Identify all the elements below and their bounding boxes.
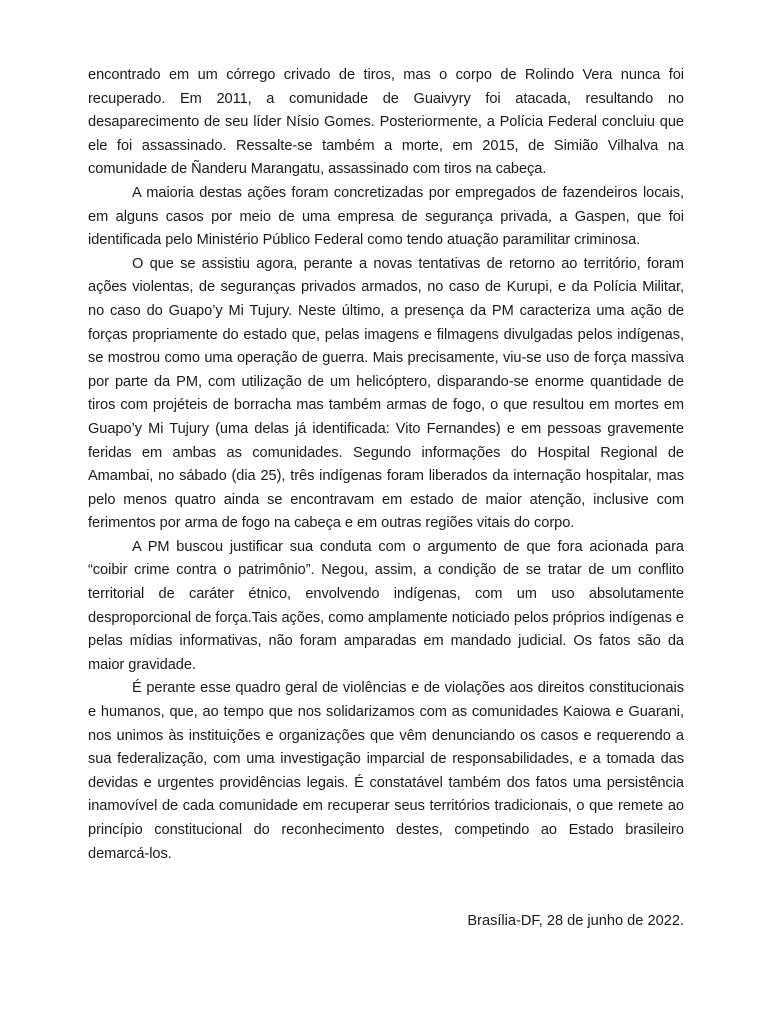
place-and-date: Brasília-DF, 28 de junho de 2022. bbox=[467, 913, 684, 929]
paragraph-continuation: encontrado em um córrego crivado de tiros, mas o corpo de Rolindo Vera nunca foi recuperado. Em 2011, a comunidade de Guaivyry foi atacada, resultando no desaparecimento de seu líder Nísio Gomes. Posteriormente, a Polícia Federal concluiu que ele foi assassinado. Ressalte-se também a morte, em 2015, de Simião Vilhalva na comunidade de Ñanderu Marangatu, assassinado com tiros na cabeça. bbox=[88, 67, 684, 178]
paragraph-pm-justification: A PM buscou justificar sua conduta com o argumento de que fora acionada para “coibir crime contra o patrimônio”. Negou, assim, a condição de se tratar de um conflito territorial de caráter étnico, envolvendo indígenas, com um uso absolutamente desproporcional de força.Tais ações, como amplamente noticiado pelos próprios indígenas e pelas mídias informativas, não foram amparadas em mandado judicial. Os fatos são da maior gravidade. bbox=[88, 538, 684, 673]
document-body bbox=[88, 64, 684, 866]
paragraph-recent-violence: O que se assistiu agora, perante a novas tentativas de retorno ao território, foram ações violentas, de seguranças privados armados, no caso de Kurupi, e da Polícia Militar, no caso do Guapo’y Mi Tujury. Neste último, a presença da PM caracteriza uma ação de forças propriamente do estado que, pelas imagens e filmagens divulgadas pelos indígenas, se mostrou como uma operação de guerra. Mais precisamente, viu-se uso de força massiva por parte da PM, com utilização de um helicóptero, disparando-se enorme quantidade de tiros com projéteis de borracha mas também armas de fogo, o que resultou em mortes em Guapo’y Mi Tujury (uma delas já identificada: Vito Fernandes) e em pessoas gravemente feridas em ambas as comunidades. Segundo informações do Hospital Regional de Amambai, no sábado (dia 25), três indígenas foram liberados da internação hospitalar, mas pelo menos quatro ainda se encontravam em estado de maior atenção, inclusive com ferimentos por arma de fogo na cabeça e em outras regiões vitais do corpo. bbox=[88, 255, 684, 532]
paragraph-solidarity: É perante esse quadro geral de violências e de violações aos direitos constitucionais e humanos, que, ao tempo que nos solidarizamos com as comunidades Kaiowa e Guarani, nos unimos às instituições e organizações que vêm denunciando os casos e requerendo a sua federalização, com uma investigação imparcial de responsabilidades, e a tomada das devidas e urgentes providências legais. É constatável também dos fatos uma persistência inamovível de cada comunidade em recuperar seus territórios tradicionais, o que remete ao princípio constitucional do reconhecimento destes, competindo ao Estado brasileiro demarcá-los. bbox=[88, 680, 684, 862]
paragraph-perpetrators: A maioria destas ações foram concretizadas por empregados de fazendeiros locais, em alguns casos por meio de uma empresa de segurança privada, a Gaspen, que foi identificada pelo Ministério Público Federal como tendo atuação paramilitar criminosa. bbox=[88, 184, 684, 249]
